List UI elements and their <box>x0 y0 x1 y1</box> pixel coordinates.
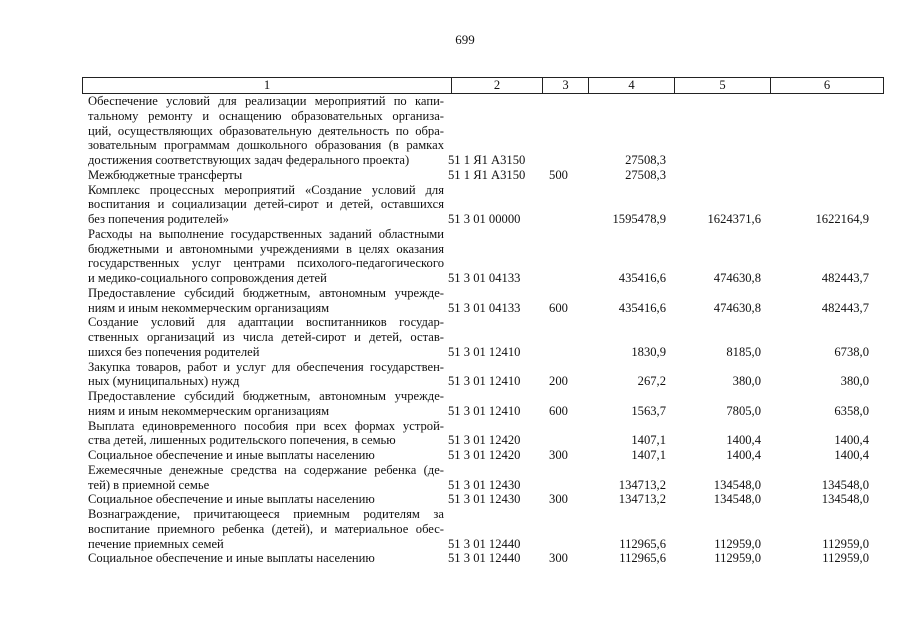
description-line: воспитание приемного ребенка (детей), и материальное обес- <box>88 521 444 536</box>
header-col-4: 4 <box>589 78 675 93</box>
row-value-1 <box>581 315 666 359</box>
description-line: зовательным программам дошкольного образования (в рамках <box>88 138 444 153</box>
row-code-text: 51 1 Я1 А3150 <box>448 167 526 182</box>
row-value-3 <box>761 551 869 566</box>
row-value-3 <box>761 419 869 449</box>
row-value-1-text: 112965,6 <box>619 551 666 566</box>
description-line: Ежемесячные денежные средства на содержание ребенка (де- <box>88 462 444 477</box>
row-code-text: 51 3 01 12430 <box>448 492 521 507</box>
table-row <box>82 419 869 449</box>
table-row <box>82 183 869 227</box>
row-code <box>444 168 536 183</box>
row-value-1 <box>581 183 666 227</box>
description-line: ственных организаций из числа детей-сирот и детей, остав- <box>88 330 444 344</box>
description-line: Социальное обеспечение и иные выплаты населению <box>88 448 375 462</box>
row-description <box>82 389 444 419</box>
row-expense-type <box>536 389 581 419</box>
row-code-text: 51 3 01 12440 <box>448 551 521 566</box>
row-value-1 <box>581 168 666 183</box>
description-line: Обеспечение условий для реализации мероприятий по капи- <box>88 94 444 108</box>
row-value-3-text: 1622164,9 <box>815 212 869 226</box>
row-expense-type <box>536 492 581 507</box>
description-line: Предоставление субсидий бюджетным, автономным учрежде- <box>88 285 444 300</box>
row-value-1 <box>581 419 666 449</box>
description-line: тей) в приемной семье <box>88 477 210 492</box>
row-expense-type <box>536 419 581 449</box>
table-row <box>82 286 869 316</box>
page-number: 699 <box>455 32 475 47</box>
row-code <box>444 315 536 359</box>
row-description <box>82 419 444 449</box>
row-expense-type <box>536 94 581 168</box>
description-line: шихся без попечения родителей <box>88 344 260 359</box>
row-value-2 <box>666 492 761 507</box>
row-value-3-text: 6358,0 <box>834 403 869 418</box>
description-line: Социальное обеспечение и иные выплаты населению <box>88 551 375 566</box>
row-value-2-text: 134548,0 <box>713 492 761 507</box>
row-description <box>82 507 444 551</box>
description-line: ных (муниципальных) нужд <box>88 374 240 389</box>
row-code <box>444 419 536 449</box>
row-value-3-text: 134548,0 <box>821 492 869 507</box>
row-value-3 <box>761 507 869 551</box>
row-expense-type-text: 500 <box>549 167 568 182</box>
row-value-1-text: 1563,7 <box>631 403 666 418</box>
row-value-1-text: 1595478,9 <box>612 212 666 226</box>
description-line: ниям и иным некоммерческим организациям <box>88 300 330 315</box>
row-value-2 <box>666 168 761 183</box>
table-row <box>82 389 869 419</box>
description-line: Создание условий для адаптации воспитанников государ- <box>88 315 444 330</box>
row-expense-type-text: 600 <box>549 300 568 315</box>
row-value-2-text: 380,0 <box>732 374 761 389</box>
description-line: ниям и иным некоммерческим организациям <box>88 403 330 418</box>
row-value-2 <box>666 419 761 449</box>
row-description <box>82 551 444 566</box>
row-code-text: 51 3 01 12420 <box>448 448 521 462</box>
header-col-1: 1 <box>83 78 452 93</box>
row-value-2 <box>666 389 761 419</box>
row-value-1-text: 435416,6 <box>618 300 666 315</box>
row-code <box>444 94 536 168</box>
row-value-3-text: 112959,0 <box>822 536 869 551</box>
row-value-1-text: 267,2 <box>637 374 666 389</box>
row-code-text: 51 3 01 00000 <box>448 212 521 226</box>
description-line: воспитания и социализации детей-сирот и детей, оставшихся <box>88 197 444 212</box>
row-expense-type-text: 600 <box>549 403 568 418</box>
row-description <box>82 448 444 463</box>
description-line: Вознаграждение, причитающееся приемным родителям за <box>88 507 444 521</box>
row-expense-type <box>536 227 581 286</box>
row-description <box>82 286 444 316</box>
row-value-3-text: 1400,4 <box>834 433 869 448</box>
row-value-1-text: 435416,6 <box>618 271 666 285</box>
row-value-1 <box>581 551 666 566</box>
row-code-text: 51 3 01 12440 <box>448 536 521 551</box>
header-col-6: 6 <box>823 78 831 92</box>
table-header <box>82 77 884 94</box>
row-value-2-text: 474630,8 <box>713 300 761 315</box>
row-value-1 <box>581 389 666 419</box>
description-line: бюджетными и автономными учреждениями в целях оказания <box>88 241 444 256</box>
table-row <box>82 448 869 463</box>
row-code <box>444 492 536 507</box>
row-code <box>444 389 536 419</box>
row-value-3-text: 482443,7 <box>821 300 869 315</box>
row-value-3 <box>761 183 869 227</box>
table-row <box>82 507 869 551</box>
row-value-2 <box>666 507 761 551</box>
row-value-3-text: 112959,0 <box>822 551 869 566</box>
description-line: Межбюджетные трансферты <box>88 167 243 182</box>
row-value-3 <box>761 389 869 419</box>
row-expense-type <box>536 448 581 463</box>
row-value-3 <box>761 492 869 507</box>
table-row <box>82 492 869 507</box>
row-value-1-text: 112965,6 <box>619 536 666 551</box>
table-row <box>82 168 869 183</box>
description-line: Комплекс процессных мероприятий «Создание условий для <box>88 182 444 197</box>
row-value-2 <box>666 94 761 168</box>
table-row <box>82 463 869 493</box>
row-value-3 <box>761 360 869 390</box>
table-row <box>82 227 869 286</box>
row-description <box>82 168 444 183</box>
description-line: печение приемных семей <box>88 536 224 551</box>
row-value-2 <box>666 360 761 390</box>
row-value-2-text: 112959,0 <box>714 536 761 551</box>
description-line: Закупка товаров, работ и услуг для обеспечения государствен- <box>88 359 444 374</box>
description-line: Предоставление субсидий бюджетным, автономным учрежде- <box>88 389 444 403</box>
row-value-1 <box>581 360 666 390</box>
description-line: Выплата единовременного пособия при всех формах устрой- <box>88 418 444 433</box>
table-row <box>82 94 869 168</box>
row-description <box>82 463 444 493</box>
row-expense-type-text: 300 <box>549 492 568 507</box>
row-value-2-text: 1624371,6 <box>707 212 761 226</box>
row-value-3 <box>761 315 869 359</box>
row-value-2-text: 8185,0 <box>726 344 761 359</box>
description-line: ций, осуществляющих образовательную деятельность по обра- <box>88 123 444 138</box>
row-expense-type-text: 300 <box>549 551 568 566</box>
row-code-text: 51 3 01 12430 <box>448 477 521 492</box>
row-expense-type-text: 300 <box>549 448 568 462</box>
row-value-1-text: 134713,2 <box>618 477 666 492</box>
row-value-2-text: 474630,8 <box>713 271 761 285</box>
table-body <box>82 94 869 566</box>
row-value-3 <box>761 168 869 183</box>
row-value-2 <box>666 286 761 316</box>
row-value-1 <box>581 94 666 168</box>
row-value-1 <box>581 507 666 551</box>
row-description <box>82 492 444 507</box>
row-value-2-text: 112959,0 <box>714 551 761 566</box>
row-value-1 <box>581 286 666 316</box>
row-description <box>82 360 444 390</box>
row-expense-type-text: 200 <box>549 374 568 389</box>
row-code-text: 51 3 01 12410 <box>448 403 521 418</box>
row-value-1-text: 134713,2 <box>618 492 666 507</box>
row-value-3-text: 6738,0 <box>834 344 869 359</box>
header-col-3: 3 <box>543 78 589 93</box>
row-code-text: 51 3 01 04133 <box>448 271 521 285</box>
row-expense-type <box>536 315 581 359</box>
row-description <box>82 315 444 359</box>
header-col-5: 5 <box>675 78 771 93</box>
description-line: государственных услуг центрами психолого-педагогического <box>88 256 444 271</box>
row-code <box>444 286 536 316</box>
row-value-1-text: 1830,9 <box>631 344 666 359</box>
row-code-text: 51 3 01 12410 <box>448 374 521 389</box>
description-line: тальному ремонту и оснащению образовательных организа- <box>88 108 444 123</box>
row-code <box>444 183 536 227</box>
row-code <box>444 463 536 493</box>
row-code <box>444 551 536 566</box>
row-value-2 <box>666 183 761 227</box>
description-line: Расходы на выполнение государственных заданий областными <box>88 226 444 241</box>
row-expense-type <box>536 507 581 551</box>
description-line: ства детей, лишенных родительского попечения, в семью <box>88 433 396 448</box>
row-value-2 <box>666 448 761 463</box>
row-value-1 <box>581 492 666 507</box>
row-value-2-text: 1400,4 <box>726 433 761 448</box>
row-value-2-text: 134548,0 <box>713 477 761 492</box>
row-description <box>82 183 444 227</box>
row-description <box>82 94 444 168</box>
table-row <box>82 551 869 566</box>
description-line: и медико-социального сопровождения детей <box>88 271 327 285</box>
row-value-1 <box>581 463 666 493</box>
row-value-2 <box>666 227 761 286</box>
row-value-3 <box>761 463 869 493</box>
row-value-3-text: 134548,0 <box>821 477 869 492</box>
row-value-2-text: 7805,0 <box>726 403 761 418</box>
row-value-1-text: 1407,1 <box>631 433 666 448</box>
row-value-3 <box>761 286 869 316</box>
description-line: без попечения родителей» <box>88 212 229 226</box>
row-value-3 <box>761 227 869 286</box>
row-value-2-text: 1400,4 <box>726 448 761 462</box>
description-line: достижения соответствующих задач федерального проекта) <box>88 153 410 167</box>
description-line: Социальное обеспечение и иные выплаты населению <box>88 492 375 507</box>
row-expense-type <box>536 551 581 566</box>
row-code-text: 51 1 Я1 А3150 <box>448 153 526 167</box>
table-row <box>82 360 869 390</box>
row-value-1-text: 1407,1 <box>631 448 666 462</box>
row-value-3 <box>761 94 869 168</box>
row-code <box>444 448 536 463</box>
header-col-2: 2 <box>452 78 543 93</box>
row-expense-type <box>536 360 581 390</box>
row-code <box>444 227 536 286</box>
row-expense-type <box>536 286 581 316</box>
table-row <box>82 315 869 359</box>
row-code-text: 51 3 01 04133 <box>448 300 521 315</box>
row-value-1 <box>581 448 666 463</box>
row-value-3 <box>761 448 869 463</box>
row-value-2 <box>666 551 761 566</box>
row-code <box>444 360 536 390</box>
row-value-1-text: 27508,3 <box>625 153 666 167</box>
row-value-1-text: 27508,3 <box>625 167 666 182</box>
row-code-text: 51 3 01 12420 <box>448 433 521 448</box>
row-value-1 <box>581 227 666 286</box>
row-code-text: 51 3 01 12410 <box>448 344 521 359</box>
row-code <box>444 507 536 551</box>
row-value-3-text: 482443,7 <box>821 271 869 285</box>
row-value-3-text: 1400,4 <box>834 448 869 462</box>
row-expense-type <box>536 183 581 227</box>
row-expense-type <box>536 168 581 183</box>
row-value-3-text: 380,0 <box>840 374 869 389</box>
row-value-2 <box>666 463 761 493</box>
row-expense-type <box>536 463 581 493</box>
row-description <box>82 227 444 286</box>
row-value-2 <box>666 315 761 359</box>
